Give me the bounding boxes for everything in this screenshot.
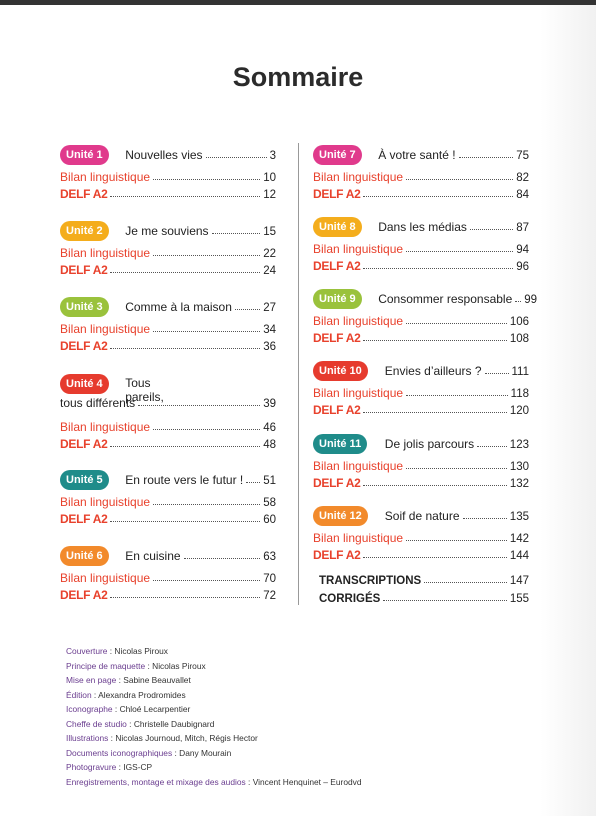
delf-a2-row-page: 108 — [509, 333, 529, 345]
dot-leader — [206, 157, 267, 158]
credit-line — [66, 644, 362, 659]
dot-leader — [485, 373, 509, 374]
credits-block — [66, 644, 362, 789]
delf-a2-row-page: 120 — [509, 405, 529, 417]
bilan-linguistique-row-label: Bilan linguistique — [60, 246, 151, 260]
credit-name: Nicolas Piroux — [152, 660, 206, 671]
delf-a2-row[interactable] — [60, 586, 276, 602]
bilan-linguistique-row-label: Bilan linguistique — [313, 531, 404, 545]
bilan-linguistique-row-label: Bilan linguistique — [313, 170, 404, 184]
unit-title-row-label: À votre santé ! — [378, 148, 456, 162]
bilan-linguistique-row-label: Bilan linguistique — [60, 495, 151, 509]
unit-title-row-label: Soif de nature — [384, 509, 460, 523]
bilan-linguistique-row-page: 130 — [509, 461, 529, 473]
dot-leader — [153, 255, 260, 256]
unit-badge: Unité 8 — [313, 217, 362, 237]
top-bar — [0, 0, 596, 5]
unit-title-row-page: 111 — [511, 366, 529, 378]
bilan-linguistique-row-page: 22 — [263, 248, 276, 260]
dot-leader — [463, 518, 507, 519]
credit-separator: : — [172, 747, 180, 758]
credit-name: IGS-CP — [123, 762, 153, 772]
credit-line — [66, 702, 362, 717]
bilan-linguistique-row[interactable] — [313, 312, 529, 328]
dot-leader — [470, 229, 513, 230]
dot-leader — [424, 582, 507, 583]
dot-leader — [459, 157, 514, 158]
unit-title-row-page: 99 — [524, 294, 538, 306]
credit-separator: : — [91, 689, 99, 700]
unit-title-line-label: tous différents — [60, 396, 136, 410]
unit-badge: Unité 12 — [313, 506, 368, 526]
bilan-linguistique-row[interactable] — [313, 168, 529, 184]
delf-a2-row-page: 96 — [516, 261, 529, 273]
unit-title-line[interactable] — [60, 394, 276, 410]
dot-leader — [363, 557, 506, 558]
unit-title-row[interactable] — [125, 298, 276, 314]
unit-title-row-label: Envies d’ailleurs ? — [384, 364, 482, 378]
unit-badge: Unité 2 — [60, 221, 109, 241]
unit-title-row-page: 3 — [269, 150, 276, 162]
unit-title-row-label: En cuisine — [125, 549, 181, 563]
delf-a2-row[interactable] — [313, 257, 529, 273]
credit-role: Documents iconographiques — [66, 747, 173, 758]
delf-a2-row-page: 144 — [509, 550, 529, 562]
unit-title-row[interactable] — [125, 146, 276, 162]
unit-badge: Unité 1 — [60, 145, 109, 165]
dot-leader — [406, 540, 507, 541]
unit-title[interactable]: Tous pareils, — [125, 376, 164, 404]
credit-role: Photogravure — [66, 762, 117, 772]
corriges-row[interactable] — [319, 589, 529, 605]
unit-badge: Unité 6 — [60, 546, 109, 566]
dot-leader — [153, 580, 260, 581]
bilan-linguistique-row-label: Bilan linguistique — [60, 420, 151, 434]
credit-role: Enregistrements, montage et mixage des audios — [66, 776, 246, 787]
corriges-row-label: CORRIGÉS — [319, 593, 381, 605]
unit-title-row[interactable] — [125, 471, 276, 487]
unit-title-row-label: Consommer responsable — [378, 292, 513, 306]
credit-name: Chloé Lecarpentier — [119, 704, 191, 714]
bilan-linguistique-row-page: 82 — [516, 172, 529, 184]
unit-title-row[interactable] — [385, 362, 529, 378]
credit-line — [66, 673, 362, 688]
bilan-linguistique-row-page: 118 — [510, 388, 529, 400]
unit-badge: Unité 11 — [313, 434, 367, 454]
unit-title-row[interactable] — [378, 290, 538, 306]
credit-role: Édition — [66, 689, 92, 700]
bilan-linguistique-row[interactable] — [313, 384, 529, 400]
credit-name: Nicolas Journoud, Mitch, Régis Hector — [115, 733, 258, 743]
credit-role: Mise en page — [66, 675, 117, 685]
credit-separator: : — [116, 675, 124, 685]
dot-leader — [153, 331, 260, 332]
unit-badge: Unité 10 — [313, 361, 368, 381]
unit-title-row[interactable] — [385, 507, 529, 523]
dot-leader — [406, 395, 508, 396]
delf-a2-row[interactable] — [60, 185, 276, 201]
dot-leader — [363, 485, 506, 486]
unit-title-row[interactable] — [125, 222, 276, 238]
credit-name: Alexandra Prodromides — [98, 689, 186, 700]
dot-leader — [153, 504, 260, 505]
delf-a2-row-label: DELF A2 — [313, 259, 361, 273]
delf-a2-row-page: 132 — [509, 478, 529, 490]
credit-line — [66, 717, 362, 732]
delf-a2-row[interactable] — [60, 337, 276, 353]
credit-separator: : — [107, 646, 115, 656]
delf-a2-row-label: DELF A2 — [60, 339, 108, 353]
unit-title-row-page: 27 — [263, 302, 276, 314]
bilan-linguistique-row[interactable] — [60, 168, 276, 184]
credit-line — [66, 746, 362, 761]
delf-a2-row-label: DELF A2 — [313, 476, 361, 490]
delf-a2-row-label: DELF A2 — [60, 512, 108, 526]
dot-leader — [246, 482, 260, 483]
dot-leader — [153, 429, 260, 430]
delf-a2-row[interactable] — [60, 261, 276, 277]
bilan-linguistique-row-label: Bilan linguistique — [313, 314, 404, 328]
dot-leader — [184, 558, 261, 559]
credit-line — [66, 760, 362, 775]
delf-a2-row-label: DELF A2 — [313, 187, 361, 201]
delf-a2-row-page: 72 — [263, 590, 276, 602]
credit-role: Couverture — [66, 646, 108, 656]
bilan-linguistique-row-page: 70 — [263, 573, 276, 585]
dot-leader — [406, 323, 507, 324]
page-title: Sommaire — [232, 62, 364, 92]
credit-line — [66, 688, 362, 703]
dot-leader — [110, 348, 260, 349]
dot-leader — [138, 405, 260, 406]
delf-a2-row-label: DELF A2 — [313, 331, 361, 345]
credit-separator: : — [112, 704, 120, 714]
unit-title-line-page: 39 — [263, 398, 276, 410]
dot-leader — [406, 179, 513, 180]
credit-role: Principe de maquette — [66, 660, 146, 671]
credit-name: Sabine Beauvallet — [123, 675, 191, 685]
dot-leader — [363, 268, 513, 269]
unit-title-row[interactable] — [378, 218, 529, 234]
bilan-linguistique-row-label: Bilan linguistique — [60, 170, 151, 184]
delf-a2-row[interactable] — [313, 401, 529, 417]
bilan-linguistique-row[interactable] — [60, 569, 276, 585]
credit-separator: : — [126, 718, 134, 729]
delf-a2-row[interactable] — [313, 185, 529, 201]
bilan-linguistique-row-page: 10 — [263, 172, 276, 184]
unit-badge: Unité 7 — [313, 145, 362, 165]
credit-name: Christelle Daubignard — [133, 718, 215, 729]
delf-a2-row[interactable] — [313, 546, 529, 562]
credit-role: Illustrations — [66, 733, 109, 743]
dot-leader — [110, 521, 260, 522]
unit-title-row[interactable] — [125, 547, 276, 563]
dot-leader — [363, 196, 513, 197]
dot-leader — [406, 468, 507, 469]
dot-leader — [363, 412, 506, 413]
credit-name: Nicolas Piroux — [114, 646, 168, 656]
bilan-linguistique-row[interactable] — [60, 320, 276, 336]
bilan-linguistique-row[interactable] — [313, 457, 529, 473]
dot-leader — [110, 446, 260, 447]
unit-title-row-label: Nouvelles vies — [125, 148, 203, 162]
unit-badge: Unité 9 — [313, 289, 362, 309]
unit-title-row-label: Comme à la maison — [125, 300, 232, 314]
delf-a2-row-page: 84 — [516, 189, 529, 201]
delf-a2-row-page: 24 — [263, 265, 276, 277]
delf-a2-row[interactable] — [313, 474, 529, 490]
bilan-linguistique-row[interactable] — [60, 244, 276, 260]
dot-leader — [477, 446, 507, 447]
dot-leader — [110, 272, 260, 273]
unit-title-row-page: 75 — [516, 150, 529, 162]
delf-a2-row-page: 12 — [263, 189, 276, 201]
delf-a2-row[interactable] — [60, 435, 276, 451]
credit-separator: : — [108, 733, 116, 743]
credit-role: Iconographe — [66, 704, 113, 714]
unit-title-row-page: 63 — [263, 551, 276, 563]
credit-separator: : — [116, 762, 124, 772]
delf-a2-row[interactable] — [313, 329, 529, 345]
unit-title-row-page: 15 — [263, 226, 276, 238]
bilan-linguistique-row-page: 106 — [509, 316, 529, 328]
unit-title-row[interactable] — [378, 146, 529, 162]
dot-leader — [153, 179, 260, 180]
unit-badge: Unité 3 — [60, 297, 109, 317]
unit-title-row-page: 135 — [509, 511, 529, 523]
unit-title-row[interactable] — [385, 435, 529, 451]
dot-leader — [110, 597, 260, 598]
credit-name: Vincent Henquinet – Eurodvd — [252, 776, 362, 787]
credit-separator: : — [245, 776, 253, 787]
bilan-linguistique-row-page: 34 — [263, 324, 276, 336]
unit-title-row-page: 123 — [509, 439, 529, 451]
delf-a2-row-page: 36 — [263, 341, 276, 353]
dot-leader — [235, 309, 260, 310]
delf-a2-row-label: DELF A2 — [313, 548, 361, 562]
unit-title-row-page: 87 — [516, 222, 529, 234]
unit-badge: Unité 4 — [60, 374, 109, 394]
delf-a2-row-label: DELF A2 — [60, 437, 108, 451]
delf-a2-row[interactable] — [60, 510, 276, 526]
bilan-linguistique-row-page: 46 — [263, 422, 276, 434]
delf-a2-row-page: 60 — [263, 514, 276, 526]
bilan-linguistique-row-label: Bilan linguistique — [60, 322, 151, 336]
delf-a2-row-label: DELF A2 — [60, 588, 108, 602]
credit-line — [66, 659, 362, 674]
bilan-linguistique-row-label: Bilan linguistique — [60, 571, 151, 585]
delf-a2-row-label: DELF A2 — [313, 403, 361, 417]
unit-title-row-label: Dans les médias — [378, 220, 467, 234]
bilan-linguistique-row-label: Bilan linguistique — [313, 242, 404, 256]
bilan-linguistique-row-label: Bilan linguistique — [313, 459, 404, 473]
page-edge-shadow — [540, 5, 596, 816]
credit-separator: : — [145, 660, 153, 671]
bilan-linguistique-row[interactable] — [60, 493, 276, 509]
transcriptions-row[interactable] — [319, 571, 529, 587]
credit-line — [66, 775, 362, 790]
credit-line — [66, 731, 362, 746]
transcriptions-row-label: TRANSCRIPTIONS — [319, 575, 422, 587]
bilan-linguistique-row-label: Bilan linguistique — [313, 386, 404, 400]
transcriptions-row-page: 147 — [509, 575, 529, 587]
column-divider — [298, 143, 299, 605]
credit-name: Dany Mourain — [179, 747, 232, 758]
dot-leader — [515, 301, 521, 302]
credit-role: Cheffe de studio — [66, 718, 127, 729]
unit-title-row-page: 51 — [263, 475, 276, 487]
delf-a2-row-label: DELF A2 — [60, 263, 108, 277]
dot-leader — [212, 233, 261, 234]
unit-title-row-label: De jolis parcours — [384, 437, 475, 451]
bilan-linguistique-row[interactable] — [313, 529, 529, 545]
delf-a2-row-page: 48 — [263, 439, 276, 451]
unit-badge: Unité 5 — [60, 470, 109, 490]
unit-title-row-label: Je me souviens — [125, 224, 209, 238]
corriges-row-page: 155 — [509, 593, 529, 605]
dot-leader — [406, 251, 513, 252]
bilan-linguistique-row-page: 58 — [263, 497, 276, 509]
dot-leader — [363, 340, 506, 341]
delf-a2-row-label: DELF A2 — [60, 187, 108, 201]
bilan-linguistique-row-page: 94 — [516, 244, 529, 256]
bilan-linguistique-row[interactable] — [60, 418, 276, 434]
dot-leader — [110, 196, 260, 197]
bilan-linguistique-row[interactable] — [313, 240, 529, 256]
unit-title-row-label: En route vers le futur ! — [125, 473, 244, 487]
dot-leader — [383, 600, 506, 601]
bilan-linguistique-row-page: 142 — [509, 533, 529, 545]
